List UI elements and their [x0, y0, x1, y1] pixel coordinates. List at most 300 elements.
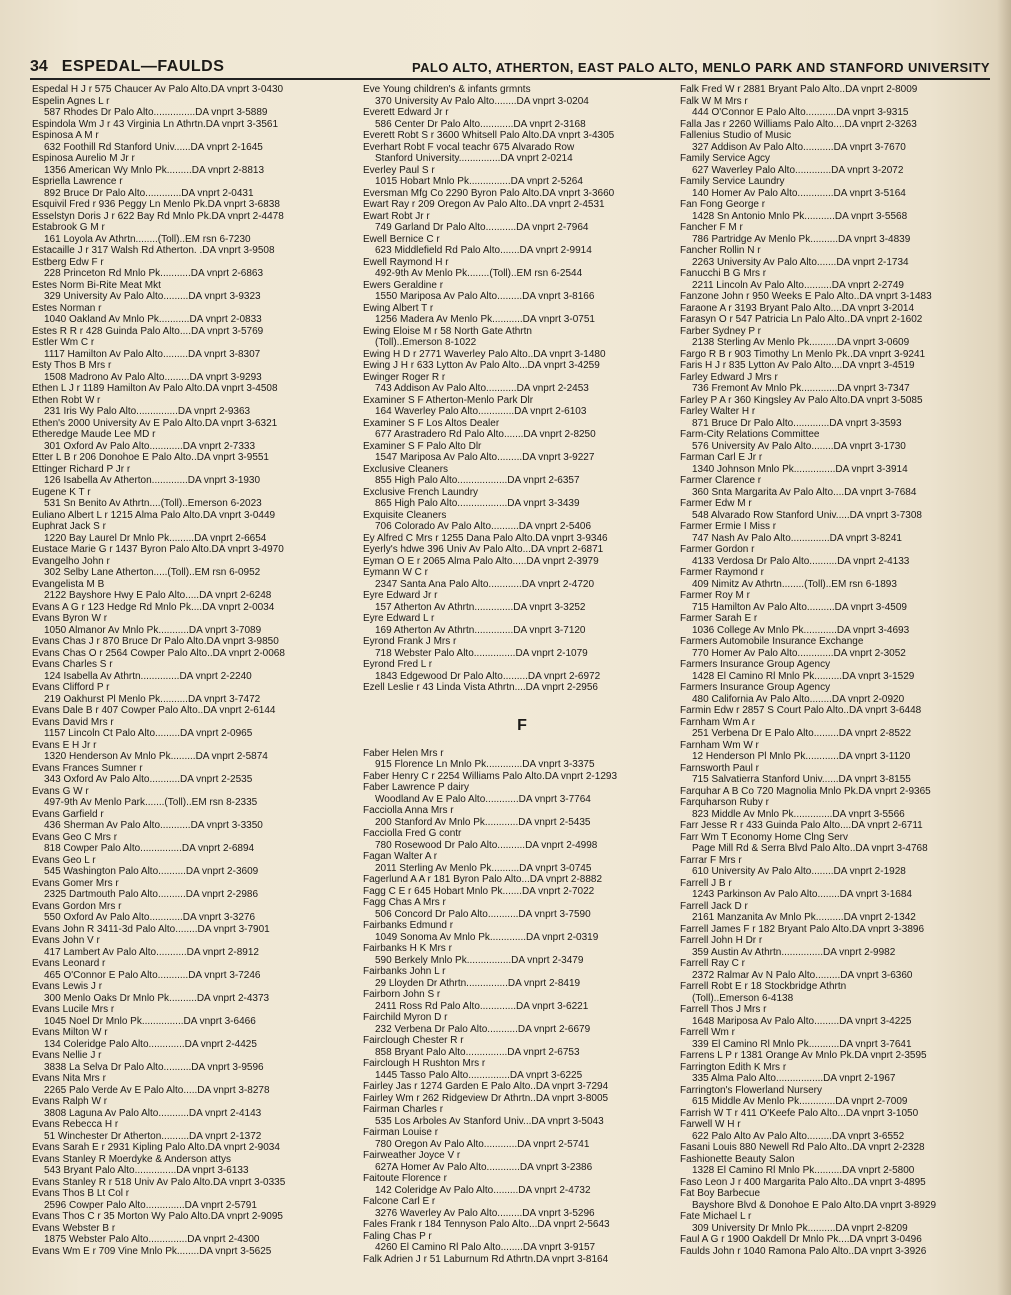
listing-line: Fallenius Studio of Music — [680, 130, 792, 141]
listing-line: Espinosa A M r — [32, 130, 99, 141]
listing-line: 818 Cowper Palo Alto...............DA vnprt 2-6894 — [44, 843, 255, 854]
listing-line: Evans Geo C Mrs r — [32, 831, 118, 843]
listing-line: 3838 La Selva Dr Palo Alto..........DA vnprt 3-9596 — [44, 1061, 264, 1073]
listing-line: Farquhar A B Co 720 Magnolia Mnlo Pk.DA vnprt 2-9365 — [680, 785, 931, 797]
listing-line: 706 Colorado Av Palo Alto..........DA vnprt 2-5406 — [375, 521, 592, 532]
listing-line: Fairbanks Edmund r — [363, 920, 454, 931]
listing-line: 497-9th Av Menlo Park.......(Toll)..EM rsn 8-2335 — [44, 797, 258, 808]
listing-line: 576 University Av Palo Alto........DA vnprt 3-1730 — [692, 440, 906, 452]
listing-line: 124 Isabella Av Athrtn..............DA vnprt 2-2240 — [44, 670, 252, 682]
listing-line: Farmer Raymond r — [680, 567, 764, 578]
listing-line: 157 Atherton Av Athrtn..............DA vnprt 3-3252 — [375, 601, 586, 613]
listing-line: Farm-City Relations Committee — [680, 429, 820, 440]
listing-line: Farquharson Ruby r — [680, 797, 769, 808]
listing-line: Eyrond Fred L r — [363, 659, 433, 670]
listing-line: 858 Bryant Palo Alto...............DA vnprt 2-6753 — [375, 1046, 580, 1058]
listing-line: Eyerly's hdwe 396 Univ Av Palo Alto...DA vnprt 2-6871 — [363, 544, 604, 555]
listing-line: Evans Clifford P r — [32, 682, 110, 693]
listing-line: 2265 Palo Verde Av E Palo Alto.....DA vnprt 3-8278 — [44, 1084, 270, 1096]
listing-line: 715 Salvatierra Stanford Univ......DA vnprt 3-8155 — [692, 774, 911, 785]
listing-line: 871 Bruce Dr Palo Alto.............DA vnprt 3-3593 — [692, 417, 902, 429]
listing-line: Estacaille J r 317 Walsh Rd Atherton. .DA vnprt 3-9508 — [32, 245, 275, 256]
listing-line: Estes Norman r — [32, 302, 102, 314]
listing-line: Falla Jas r 2260 Williams Palo Alto....DA vnprt 2-3263 — [680, 118, 917, 130]
listing-line: 743 Addison Av Palo Alto...........DA vnprt 2-2453 — [375, 383, 589, 394]
listing-line: Page Mill Rd & Serra Blvd Palo Alto..DA vnprt 3-4768 — [692, 843, 928, 854]
listing-line: Evans Chas O r 2564 Cowper Palo Alto..DA vnprt 2-0068 — [32, 647, 285, 659]
listing-line: Estberg Edw F r — [32, 256, 104, 268]
listing-line: 409 Nimitz Av Athrtn........(Toll)..EM rsn 6-1893 — [692, 578, 897, 590]
listing-line: 2138 Sterling Av Menlo Pk..........DA vnprt 3-0609 — [692, 337, 910, 348]
listing-line: 1508 Madrono Av Palo Alto.........DA vnprt 3-9293 — [44, 371, 262, 383]
listing-line: 251 Verbena Dr E Palo Alto.........DA vnprt 2-8522 — [692, 728, 912, 739]
listing-line: Fairchild Myron D r — [363, 1012, 448, 1023]
listing-line: Evans Sarah E r 2931 Kipling Palo Alto.DA vnprt 2-9034 — [32, 1142, 280, 1153]
listing-line: Evans Ralph W r — [32, 1096, 108, 1107]
listing-line: Family Service Agcy — [680, 153, 771, 164]
listing-line: Ezell Leslie r 43 Linda Vista Athrtn....DA vnprt 2-2956 — [363, 682, 598, 693]
listing-line: Fales Frank r 184 Tennyson Palo Alto...DA vnprt 2-5643 — [363, 1219, 610, 1230]
listing-line: Farnham Wm W r — [680, 739, 759, 751]
listing-line: Farmer Clarence r — [680, 475, 762, 486]
listing-line: Farrens L P r 1381 Orange Av Mnlo Pk.DA vnprt 2-3595 — [680, 1050, 927, 1061]
listing-line: 2596 Cowper Palo Alto..............DA vnprt 2-5791 — [44, 1199, 257, 1211]
listing-line: Examiner S F Palo Alto Dlr — [363, 440, 482, 452]
listing-line: 1050 Almanor Av Mnlo Pk...........DA vnprt 3-7089 — [44, 624, 262, 636]
listing-line: Farrington's Flowerland Nursery — [680, 1084, 822, 1096]
listing-line: 161 Loyola Av Athrtn........(Toll)..EM rsn 6-7230 — [44, 233, 251, 245]
listing-line: Ewing J H r 633 Lytton Av Palo Alto...DA vnprt 3-4259 — [363, 360, 600, 371]
listing-line: 786 Partridge Av Menlo Pk..........DA vnprt 3-4839 — [692, 233, 911, 245]
listing-line: 1445 Tasso Palo Alto...............DA vnprt 3-6225 — [375, 1069, 583, 1081]
listing-line: 4133 Verdosa Dr Palo Alto..........DA vnprt 2-4133 — [692, 555, 910, 567]
listing-line: 302 Selby Lane Atherton.....(Toll)..EM rsn 6-0952 — [44, 567, 261, 578]
listing-line: 1157 Lincoln Ct Palo Alto.........DA vnprt 2-0965 — [44, 728, 253, 739]
listing-line: 823 Middle Av Mnlo Pk..............DA vnprt 3-5566 — [692, 808, 905, 820]
listing-line: Fanucchi B G Mrs r — [680, 268, 767, 279]
listing-line: 1045 Noel Dr Mnlo Pk...............DA vnprt 3-6466 — [44, 1015, 256, 1027]
listing-line: Farr Jesse R r 433 Guinda Palo Alto....DA vnprt 2-6711 — [680, 820, 923, 831]
listing-line: 465 O'Connor E Palo Alto...........DA vnprt 3-7246 — [44, 969, 261, 981]
listing-line: 232 Verbena Dr Palo Alto...........DA vnprt 2-6679 — [375, 1023, 591, 1035]
listing-line: 231 Iris Wy Palo Alto...............DA vnprt 2-9363 — [44, 406, 251, 417]
listing-line: Evans A G r 123 Hedge Rd Mnlo Pk....DA vnprt 2-0034 — [32, 601, 275, 613]
listing-line: 2372 Ralmar Av N Palo Alto.........DA vnprt 3-6360 — [692, 969, 913, 981]
listing-line: Faso Leon J r 400 Margarita Palo Alto..DA vnprt 3-4895 — [680, 1176, 926, 1188]
listing-line: 587 Rhodes Dr Palo Alto...............DA vnprt 3-5889 — [44, 107, 268, 118]
listing-line: Faling Chas P r — [363, 1230, 432, 1242]
listing-line: 200 Stanford Av Mnlo Pk............DA vnprt 2-5435 — [375, 816, 591, 828]
listing-line: Etheredge Maude Lee MD r — [32, 429, 156, 440]
listing-line: Evangelista M B — [32, 578, 105, 590]
listing-line: Evans Milton W r — [32, 1027, 108, 1038]
listing-line: Everhart Robt F vocal teachr 675 Alvarado Row — [363, 141, 575, 153]
listing-line: Espelin Agnes L r — [32, 95, 110, 107]
listing-line: Farmer Edw M r — [680, 498, 752, 509]
listing-line: 2161 Manzanita Av Mnlo Pk..........DA vnprt 2-1342 — [692, 912, 916, 923]
listing-line: Family Service Laundry — [680, 176, 785, 187]
listing-line: Farrington Edith K Mrs r — [680, 1061, 787, 1073]
listing-line: Farmer Roy M r — [680, 590, 750, 601]
listing-line: Evans Stanley R Moerdyke & Anderson attys — [32, 1153, 231, 1165]
listing-line: Evans G W r — [32, 785, 89, 797]
listing-line: Evans John R 3411-3d Palo Alto........DA vnprt 3-7901 — [32, 923, 270, 935]
listing-line: Farnsworth Paul r — [680, 762, 759, 774]
listing-line: Faber Helen Mrs r — [363, 747, 444, 759]
listing-line: 531 Sn Benito Av Athrtn....(Toll)..Emerson 6-2023 — [44, 498, 262, 509]
listing-line: Fairclough Chester R r — [363, 1035, 464, 1046]
listing-line: 2011 Sterling Av Menlo Pk..........DA vnprt 3-0745 — [375, 862, 592, 874]
listing-line: 359 Austin Av Athrtn...............DA vnprt 2-9982 — [692, 946, 896, 958]
listing-line: Evans Frances Sumner r — [32, 762, 143, 774]
listing-line: 780 Rosewood Dr Palo Alto..........DA vnprt 2-4998 — [375, 839, 598, 851]
listing-line: Facciolla Fred G contr — [363, 828, 462, 839]
listing-line: 550 Oxford Av Palo Alto............DA vnprt 3-3276 — [44, 912, 256, 923]
listing-line: 3276 Waverley Av Palo Alto.........DA vnprt 3-5296 — [375, 1207, 595, 1219]
listing-line: Everett Edward Jr r — [363, 107, 449, 118]
listing-line: Evans Gomer Mrs r — [32, 877, 119, 889]
listing-line: Exclusive Cleaners — [363, 463, 449, 475]
listing-line: 2347 Santa Ana Palo Alto............DA vnprt 2-4720 — [375, 578, 595, 590]
listing-line: Farrell John H Dr r — [680, 935, 763, 946]
listing-line: (Toll)..Emerson 8-1022 — [375, 337, 477, 348]
listing-line: Farr Wm T Economy Home Clng Serv — [680, 831, 849, 843]
listing-line: Farrell Jack D r — [680, 900, 748, 912]
listing-line: Farrell Wm r — [680, 1027, 735, 1038]
listing-line: Evans Webster B r — [32, 1222, 116, 1234]
listing-line: 590 Berkely Mnlo Pk................DA vnprt 2-3479 — [375, 954, 584, 966]
listing-line: 1015 Hobart Mnlo Pk...............DA vnprt 2-5264 — [375, 176, 583, 187]
listing-line: Fancher F M r — [680, 222, 743, 233]
listing-line: Fargo R B r 903 Timothy Ln Menlo Pk..DA vnprt 3-9241 — [680, 348, 926, 360]
listing-line: Fagg C E r 645 Hobart Mnlo Pk.......DA vnprt 2-7022 — [363, 885, 595, 897]
listing-line: 677 Arastradero Rd Palo Alto.......DA vnprt 2-8250 — [375, 429, 596, 440]
page-header — [30, 56, 990, 78]
listing-line: Evans Leonard r — [32, 958, 106, 969]
listing-column-3 — [680, 84, 998, 1257]
locality-heading: PALO ALTO, ATHERTON, EAST PALO ALTO, MENLO PARK AND STANFORD UNIVERSITY — [411, 59, 990, 75]
listing-line: Farmers Insurance Group Agency — [680, 682, 831, 693]
page-number: 34 — [30, 58, 48, 75]
listing-line: Etter L B r 206 Donohoe E Palo Alto..DA vnprt 3-9551 — [32, 452, 269, 463]
listing-line: Evans Dale B r 407 Cowper Palo Alto..DA vnprt 2-6144 — [32, 705, 276, 716]
listing-line: Fancher Rollin N r — [680, 245, 761, 256]
listing-line: Bayshore Blvd & Donohoe E Palo Alto.DA vnprt 3-8929 — [692, 1199, 937, 1211]
listing-line: 1220 Bay Laurel Dr Mnlo Pk.........DA vnprt 2-6654 — [44, 532, 267, 544]
listing-line: 219 Oakhurst Pl Menlo Pk..........DA vnprt 3-7472 — [44, 693, 261, 705]
listing-line: Woodland Av E Palo Alto............DA vnprt 3-7764 — [375, 793, 591, 805]
listing-line: 169 Atherton Av Athrtn..............DA vnprt 3-7120 — [375, 624, 586, 636]
listing-line: 329 University Av Palo Alto.........DA vnprt 3-9323 — [44, 291, 261, 302]
listing-line: Ewart Ray r 209 Oregon Av Palo Alto..DA vnprt 2-4531 — [363, 199, 605, 210]
listing-line: 632 Foothill Rd Stanford Univ......DA vnprt 2-1645 — [44, 141, 263, 153]
listing-line: 1428 Sn Antonio Mnlo Pk...........DA vnprt 3-5568 — [692, 210, 908, 222]
listing-line: Eugene K T r — [32, 486, 91, 498]
listing-line: Evans Thos B Lt Col r — [32, 1188, 130, 1199]
listing-line: Ethen Robt W r — [32, 394, 101, 406]
listing-line: 1256 Madera Av Menlo Pk...........DA vnprt 3-0751 — [375, 314, 595, 325]
listing-line: Esselstyn Doris J r 622 Bay Rd Mnlo Pk.DA vnprt 2-4478 — [32, 210, 284, 222]
listing-line: Evans John V r — [32, 935, 100, 946]
listing-line: Evans Nita Mrs r — [32, 1073, 106, 1084]
listing-line: Exclusive French Laundry — [363, 486, 479, 498]
listing-line: 492-9th Av Menlo Pk........(Toll)..EM rsn 6-2544 — [375, 268, 583, 279]
listing-line: 892 Bruce Dr Palo Alto.............DA vnprt 2-0431 — [44, 187, 254, 199]
listing-line: Ewart Robt Jr r — [363, 210, 430, 222]
listing-line: Faul A G r 1900 Oakdell Dr Mnlo Pk....DA vnprt 3-0496 — [680, 1234, 922, 1245]
listing-line: 1328 El Camino Rl Mnlo Pk..........DA vnprt 2-5800 — [692, 1165, 915, 1176]
listing-line: Facciolla Anna Mrs r — [363, 805, 454, 816]
listing-line: 747 Nash Av Palo Alto..............DA vnprt 3-8241 — [692, 532, 902, 544]
listing-line: Evans Stanley R r 518 Univ Av Palo Alto.DA vnprt 3-0335 — [32, 1176, 286, 1188]
listing-line: Farmin Edw r 2857 S Court Palo Alto..DA vnprt 3-6448 — [680, 705, 922, 716]
listing-line: Evans E H Jr r — [32, 739, 97, 751]
listing-line: Ey Alfred C Mrs r 1255 Dana Palo Alto.DA vnprt 3-9346 — [363, 532, 608, 544]
listing-line: 2122 Bayshore Hwy E Palo Alto.....DA vnprt 2-6248 — [44, 590, 272, 601]
listing-line: Faraone A r 3193 Bryant Palo Alto....DA vnprt 3-2014 — [680, 302, 915, 314]
listing-line: Everett Robt S r 3600 Whitsell Palo Alto.DA vnprt 3-4305 — [363, 130, 615, 141]
listing-line: Farmers Insurance Group Agency — [680, 659, 831, 670]
listing-line: Farber Sydney P r — [680, 325, 761, 337]
listing-line: Evangelho John r — [32, 555, 110, 567]
listing-line: 1243 Parkinson Av Palo Alto........DA vnprt 3-1684 — [692, 889, 912, 900]
listing-column-2 — [363, 84, 681, 1265]
listing-line: 749 Garland Dr Palo Alto...........DA vnprt 2-7964 — [375, 222, 589, 233]
listing-line: Evans Thos C r 35 Morton Wy Palo Alto.DA vnprt 2-9095 — [32, 1211, 283, 1222]
listing-line: Evans Rebecca H r — [32, 1119, 119, 1130]
listing-line: 627A Homer Av Palo Alto............DA vnprt 3-2386 — [375, 1161, 593, 1173]
listing-line: 370 University Av Palo Alto........DA vnprt 3-0204 — [375, 95, 589, 107]
listing-line: Fairman Louise r — [363, 1127, 439, 1138]
listing-line: Fairley Wm r 262 Ridgeview Dr Athrtn..DA vnprt 3-8005 — [363, 1092, 609, 1104]
listing-line: 51 Winchester Dr Atherton..........DA vnprt 2-1372 — [44, 1130, 262, 1142]
listing-line: Eyrond Frank J Mrs r — [363, 636, 457, 647]
listing-line: Ewell Raymond H r — [363, 256, 449, 268]
listing-line: 506 Concord Dr Palo Alto...........DA vnprt 3-7590 — [375, 908, 591, 920]
listing-line: 543 Bryant Palo Alto...............DA vnprt 3-6133 — [44, 1165, 249, 1176]
listing-line: Farasyn O r 547 Patricia Ln Palo Alto..DA vnprt 2-1602 — [680, 314, 923, 325]
listing-line: Farrell Ray C r — [680, 958, 746, 969]
listing-line: 1117 Hamilton Av Palo Alto.........DA vnprt 3-8307 — [44, 348, 261, 360]
listing-line: Fashionette Beauty Salon — [680, 1153, 795, 1165]
listing-line: Ewing Eloise M r 58 North Gate Athrtn — [363, 325, 532, 337]
header-rule — [30, 78, 990, 80]
listing-line: Evans Nellie J r — [32, 1050, 102, 1061]
listing-line: 715 Hamilton Av Palo Alto..........DA vnprt 3-4509 — [692, 601, 907, 613]
listing-line: 535 Los Arboles Av Stanford Univ...DA vnprt 3-5043 — [375, 1115, 604, 1127]
listing-line: Estes Norm Bi-Rite Meat Mkt — [32, 279, 161, 291]
listing-line: Fairclough H Rushton Mrs r — [363, 1058, 486, 1069]
listing-line: Espindola Wm J r 43 Virginia Ln Athrtn.DA vnprt 3-3561 — [32, 118, 279, 130]
listing-line: Eyre Edward L r — [363, 613, 435, 624]
listing-line: Evans Gordon Mrs r — [32, 900, 122, 912]
listing-line: Eyre Edward Jr r — [363, 590, 438, 601]
listing-line: 718 Webster Palo Alto...............DA vnprt 2-1079 — [375, 647, 588, 659]
listing-line: Farmer Sarah E r — [680, 613, 758, 624]
listing-line: Eve Young children's & infants grmnts — [363, 84, 531, 95]
listing-line: 1049 Sonoma Av Mnlo Pk.............DA vnprt 2-0319 — [375, 931, 599, 943]
listing-line: 855 High Palo Alto..................DA vnprt 2-6357 — [375, 475, 580, 486]
listing-line: 1648 Mariposa Av Palo Alto.........DA vnprt 3-4225 — [692, 1015, 912, 1027]
listing-line: Falk Fred W r 2881 Bryant Palo Alto..DA vnprt 2-8009 — [680, 84, 918, 95]
listing-line: 1356 American Wy Mnlo Pk.........DA vnprt 2-8813 — [44, 164, 265, 176]
listing-line: 335 Alma Palo Alto.................DA vnprt 2-1967 — [692, 1073, 896, 1084]
section-letter: F — [517, 716, 527, 734]
listing-line: 164 Waverley Palo Alto.............DA vnprt 2-6103 — [375, 406, 587, 417]
listing-line: Farman Carl E Jr r — [680, 452, 763, 463]
listing-block-f — [363, 748, 681, 1266]
listing-line: 1550 Mariposa Av Palo Alto.........DA vnprt 3-8166 — [375, 291, 595, 302]
listing-line: 309 University Dr Mnlo Pk..........DA vnprt 2-8209 — [692, 1222, 908, 1234]
listing-line: Farley Walter H r — [680, 406, 756, 417]
listing-line: Exquisite Cleaners — [363, 509, 447, 521]
listing-line: Ethen's 2000 University Av E Palo Alto.DA vnprt 3-6321 — [32, 417, 278, 429]
listing-line: Farley Edward J Mrs r — [680, 371, 778, 383]
listing-line: 417 Lambert Av Palo Alto...........DA vnprt 2-8912 — [44, 946, 259, 958]
listing-line: Estler Wm C r — [32, 337, 95, 348]
listing-line: 2325 Dartmouth Palo Alto..........DA vnprt 2-2986 — [44, 889, 259, 900]
listing-line: Farrar F Mrs r — [680, 854, 742, 866]
listing-line: Ethen L J r 1189 Hamilton Av Palo Alto.DA vnprt 3-4508 — [32, 383, 278, 394]
listing-line: 480 California Av Palo Alto........DA vnprt 2-0920 — [692, 693, 905, 705]
listing-line: 545 Washington Palo Alto..........DA vnprt 2-3609 — [44, 866, 259, 877]
listing-line: Farrell J B r — [680, 877, 732, 889]
listing-line: 1547 Mariposa Av Palo Alto.........DA vnprt 3-9227 — [375, 452, 595, 463]
listing-line: 360 Snta Margarita Av Palo Alto....DA vnprt 3-7684 — [692, 486, 917, 498]
listing-line: Farnham Wm A r — [680, 716, 756, 728]
listing-line: 736 Fremont Av Mnlo Pk.............DA vnprt 3-7347 — [692, 383, 910, 394]
listing-line: Euphrat Jack S r — [32, 521, 106, 532]
listing-line: Evans Lewis J r — [32, 981, 103, 992]
listing-line: 140 Homer Av Palo Alto.............DA vnprt 3-5164 — [692, 187, 906, 199]
listing-line: Fate Michael L r — [680, 1211, 752, 1222]
listing-line: 300 Menlo Oaks Dr Mnlo Pk..........DA vnprt 2-4373 — [44, 992, 270, 1004]
listing-line: Esquivil Fred r 936 Peggy Ln Menlo Pk.DA vnprt 3-6838 — [32, 199, 280, 210]
listing-line: Fagerlund A A r 181 Byron Palo Alto...DA vnprt 2-8882 — [363, 874, 603, 885]
listing-line: 339 El Camino Rl Mnlo Pk...........DA vnprt 3-7641 — [692, 1038, 912, 1050]
listing-line: Evans Chas J r 870 Bruce Dr Palo Alto.DA vnprt 3-9850 — [32, 636, 279, 647]
listing-line: (Toll)..Emerson 6-4138 — [692, 992, 794, 1004]
listing-line: Faulds John r 1040 Ramona Palo Alto..DA vnprt 3-3926 — [680, 1245, 927, 1257]
listing-line: Farrell Thos J Mrs r — [680, 1004, 767, 1015]
listing-line: 134 Coleridge Palo Alto.............DA vnprt 2-4425 — [44, 1038, 257, 1050]
listing-line: Ettinger Richard P Jr r — [32, 463, 131, 475]
listing-line: 1320 Henderson Av Mnlo Pk.........DA vnprt 2-5874 — [44, 751, 268, 762]
listing-line: Evans Charles S r — [32, 659, 113, 670]
listing-line: Ewinger Roger R r — [363, 371, 446, 383]
listing-line: 623 Middlefield Rd Palo Alto.......DA vnprt 2-9914 — [375, 245, 592, 256]
listing-line: 1340 Johnson Mnlo Pk...............DA vnprt 3-3914 — [692, 463, 908, 475]
listing-line: Examiner S F Atherton-Menlo Park Dlr — [363, 394, 534, 406]
listing-line: 327 Addison Av Palo Alto...........DA vnprt 3-7670 — [692, 141, 906, 153]
listing-line: Farmer Ermie I Miss r — [680, 521, 777, 532]
listing-line: 12 Henderson Pl Mnlo Pk............DA vnprt 3-1120 — [692, 751, 911, 762]
listing-line: Espinosa Aurelio M Jr r — [32, 153, 135, 164]
listing-line: Fagan Walter A r — [363, 851, 438, 862]
listing-line: Fairweather Joyce V r — [363, 1150, 461, 1161]
listing-line: Fairbanks H K Mrs r — [363, 943, 452, 954]
listing-line: 622 Palo Alto Av Palo Alto.........DA vnprt 3-6552 — [692, 1130, 905, 1142]
listing-line: 436 Sherman Av Palo Alto...........DA vnprt 3-3350 — [44, 820, 263, 831]
listing-line: 4260 El Camino Rl Palo Alto........DA vnprt 3-9157 — [375, 1242, 596, 1253]
listing-block-e — [363, 84, 681, 694]
listing-line: 2211 Lincoln Av Palo Alto..........DA vnprt 2-2749 — [692, 279, 904, 291]
listing-line: Fasani Louis 880 Newell Rd Palo Alto..DA vnprt 2-2328 — [680, 1142, 925, 1153]
listing-line: Eyman O E r 2065 Alma Palo Alto.....DA vnprt 2-3979 — [363, 555, 599, 567]
listing-line: Fairbanks John L r — [363, 966, 446, 977]
listing-line: Evans Garfield r — [32, 808, 104, 820]
listing-line: 3808 Laguna Av Palo Alto...........DA vnprt 2-4143 — [44, 1107, 262, 1119]
listing-line: Farwell W H r — [680, 1119, 741, 1130]
listing-line: Ewing Albert T r — [363, 302, 434, 314]
listing-line: 1036 College Av Mnlo Pk............DA vnprt 3-4693 — [692, 624, 910, 636]
listing-line: Estes R R r 428 Guinda Palo Alto....DA vnprt 3-5769 — [32, 325, 264, 337]
listing-line: Fairley Jas r 1274 Garden E Palo Alto..DA vnprt 3-7294 — [363, 1081, 609, 1092]
listing-column-1 — [32, 84, 350, 1257]
listing-line: Ewell Bernice C r — [363, 233, 440, 245]
header-left — [30, 58, 224, 76]
listing-line: Fan Fong George r — [680, 199, 766, 210]
listing-line: Espriella Lawrence r — [32, 176, 123, 187]
listing-line: 627 Waverley Palo Alto.............DA vnprt 3-2072 — [692, 164, 904, 176]
listing-line: Espedal H J r 575 Chaucer Av Palo Alto.DA vnprt 3-0430 — [32, 84, 284, 95]
listing-line: 228 Princeton Rd Mnlo Pk...........DA vnprt 2-6863 — [44, 268, 263, 279]
listing-line: Evans Lucile Mrs r — [32, 1004, 115, 1015]
listing-line: Eversman Mfg Co 2290 Byron Palo Alto.DA vnprt 3-3660 — [363, 187, 615, 199]
listing-line: 1428 El Camino Rl Mnlo Pk..........DA vnprt 3-1529 — [692, 670, 915, 682]
listing-line: 301 Oxford Av Palo Alto............DA vnprt 2-7333 — [44, 440, 256, 452]
listing-line: 915 Florence Ln Mnlo Pk.............DA vnprt 3-3375 — [375, 759, 595, 770]
listing-line: Evans Byron W r — [32, 613, 108, 624]
listing-line: Evans David Mrs r — [32, 716, 114, 728]
listing-line: Ewers Geraldine r — [363, 279, 444, 291]
listing-line: Falcone Carl E r — [363, 1196, 436, 1207]
listing-line: Falk W M Mrs r — [680, 95, 748, 107]
alphabetic-range: ESPEDAL—FAULDS — [61, 58, 225, 75]
listing-line: Evans Wm E r 709 Vine Mnlo Pk........DA vnprt 3-5625 — [32, 1245, 272, 1257]
listing-line: 615 Middle Av Menlo Pk.............DA vnprt 2-7009 — [692, 1096, 908, 1107]
listing-line: 1843 Edgewood Dr Palo Alto.........DA vnprt 2-6972 — [375, 670, 601, 682]
listing-line: Esty Thos B Mrs r — [32, 360, 112, 371]
listing-line: 1040 Oakland Av Mnlo Pk...........DA vnprt 2-0833 — [44, 314, 262, 325]
listing-line: 444 O'Connor E Palo Alto...........DA vnprt 3-9315 — [692, 107, 909, 118]
listing-line: Fairborn John S r — [363, 989, 441, 1000]
listing-line: Everley Paul S r — [363, 164, 435, 176]
listing-line: Fagg Chas A Mrs r — [363, 897, 446, 908]
listing-line: 548 Alvarado Row Stanford Univ.....DA vnprt 3-7308 — [692, 509, 922, 521]
listing-line: 610 University Av Palo Alto........DA vnprt 2-1928 — [692, 866, 906, 877]
listing-line: Faber Lawrence P dairy — [363, 782, 469, 793]
listing-line: Eustace Marie G r 1437 Byron Palo Alto.DA vnprt 3-4970 — [32, 544, 284, 555]
page-edge-shadow — [997, 0, 1011, 1295]
listing-line: Eymann W C r — [363, 567, 429, 578]
listing-line: Faber Henry C r 2254 Williams Palo Alto.DA vnprt 2-1293 — [363, 770, 617, 782]
listing-line: Stanford University...............DA vnprt 2-0214 — [375, 153, 573, 164]
listing-line: 126 Isabella Av Atherton.............DA vnprt 3-1930 — [44, 475, 261, 486]
listing-line: Farmer Gordon r — [680, 544, 755, 555]
listing-line: 770 Homer Av Palo Alto.............DA vnprt 2-3052 — [692, 647, 906, 659]
listing-line: 2263 University Av Palo Alto.......DA vnprt 2-1734 — [692, 256, 909, 268]
listing-line: Fat Boy Barbecue — [680, 1188, 761, 1199]
listing-line: Fairman Charles r — [363, 1104, 444, 1115]
listing-line: Faitoute Florence r — [363, 1173, 447, 1184]
listing-line: Farrell James F r 182 Bryant Palo Alto.DA vnprt 3-3896 — [680, 923, 924, 935]
listing-line: 1875 Webster Palo Alto..............DA vnprt 2-4300 — [44, 1234, 260, 1245]
listing-line: Farmers Automobile Insurance Exchange — [680, 636, 864, 647]
listing-line: Ewing H D r 2771 Waverley Palo Alto..DA vnprt 3-1480 — [363, 348, 606, 360]
listing-line: 29 Lloyden Dr Athrtn...............DA vnprt 2-8419 — [375, 977, 581, 989]
listing-line: 865 High Palo Alto..................DA vnprt 3-3439 — [375, 498, 580, 509]
